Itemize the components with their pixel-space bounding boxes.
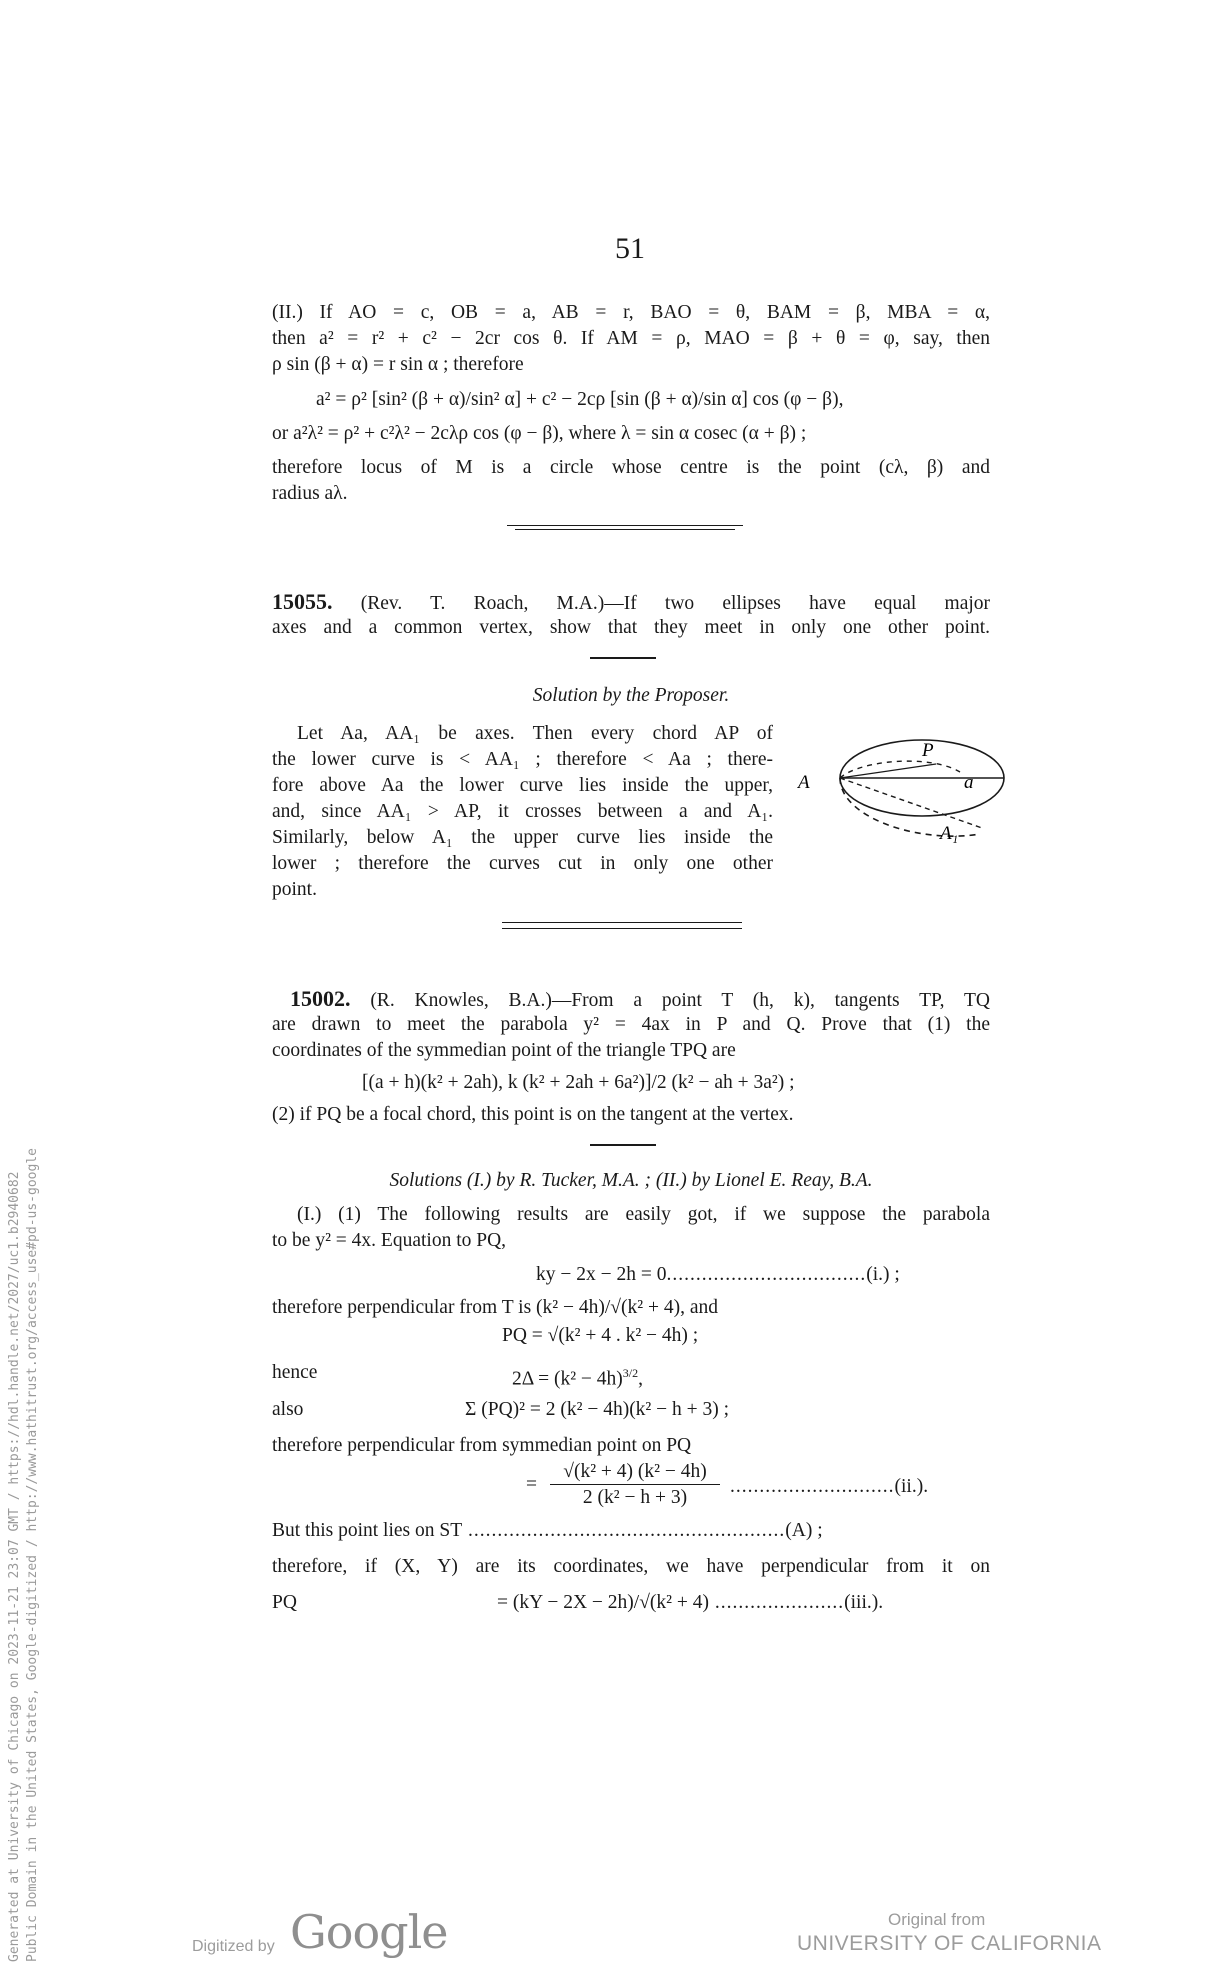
equation-iii-tag: (iii.). xyxy=(844,1592,884,1613)
question-15002-line-3: coordinates of the symmedian point of the triangle TPQ are xyxy=(272,1040,736,1061)
question-15002-text: (R. Knowles, B.A.)—From a point T (h, k), tangents TP, TQ xyxy=(370,990,991,1011)
digitized-by-text: Digitized by xyxy=(192,1938,275,1955)
hence-expression-base: 2Δ = (k² − 4h) xyxy=(512,1368,623,1390)
solution-line-3: fore above Aa the lower curve lies inside the upper, xyxy=(272,775,773,796)
section-ii-line-7: radius aλ. xyxy=(272,483,348,504)
pq-label: PQ xyxy=(272,1592,297,1613)
hence-expression: $2\Delta = (k^2 - 4h)^{3/2}$, xyxy=(512,1366,644,1390)
short-divider xyxy=(590,1144,656,1146)
original-from-text: Original from xyxy=(888,1910,986,1929)
lower-ellipse xyxy=(840,778,980,836)
solution-line-7: point. xyxy=(272,879,317,900)
hence-expression-exponent: 3/2 xyxy=(622,1366,639,1380)
st-tag: (A) ; xyxy=(785,1520,823,1541)
section-divider-lower xyxy=(515,529,735,530)
equation-i-expr: ky − 2x − 2h = 0 xyxy=(536,1264,667,1285)
perpendicular-from-symmedian: therefore perpendicular from symmedian point on PQ xyxy=(272,1435,692,1456)
question-15002-line-2: are drawn to meet the parabola y² = 4ax in P and Q. Prove that (1) the xyxy=(272,1014,990,1035)
solution-heading: Solution by the Proposer. xyxy=(532,685,730,706)
section-ii-line-2: then a² = r² + c² − 2cr cos θ. If AM = ρ, MAO = β + θ = φ, say, then xyxy=(272,328,990,349)
equation-iii-expr: = (kY − 2X − 2h)/√(k² + 4) xyxy=(497,1592,709,1613)
coordinates-line: therefore, if (X, Y) are its coordinates, we have perpendicular from it on xyxy=(272,1556,990,1577)
margin-watermark xyxy=(6,1148,42,1962)
label-A1: A₁ xyxy=(940,823,959,844)
question-number: 15055. xyxy=(272,589,333,614)
double-divider-bottom xyxy=(502,928,742,929)
margin-line-1: Generated at University of Chicago on 2023-11-21 23:07 GMT / https://hdl.handle.net/2027/uc1.b2940682 xyxy=(7,1171,22,1962)
solution-line-2: the lower curve is < AA₁ ; therefore < Aa ; there- xyxy=(272,749,773,770)
ellipses-figure xyxy=(800,726,1000,866)
question-15055-text: (Rev. T. Roach, M.A.)—If two ellipses have equal major xyxy=(360,593,991,614)
question-15002-line-5: (2) if PQ be a focal chord, this point is on the tangent at the vertex. xyxy=(272,1104,794,1125)
pq-length: PQ = √(k² + 4 . k² − 4h) ; xyxy=(502,1325,699,1346)
st-text: But this point lies on ST xyxy=(272,1520,463,1541)
chord-AP xyxy=(840,764,936,778)
hence-label: hence xyxy=(272,1362,318,1383)
question-15055-line-2: axes and a common vertex, show that they meet in only one other point. xyxy=(272,617,990,638)
solution-line-1: Let Aa, AA₁ be axes. Then every chord AP of xyxy=(297,723,773,744)
page-number: 51 xyxy=(615,232,645,265)
solutions-heading: Solutions (I.) by R. Tucker, M.A. ; (II.) by Lionel E. Reay, B.A. xyxy=(389,1170,873,1191)
body-line-1: (I.) (1) The following results are easily got, if we suppose the parabola xyxy=(297,1204,990,1225)
equation-i: ky − 2x − 2h = 0..................................(i.) ; xyxy=(536,1264,900,1285)
perpendicular-from-T: therefore perpendicular from T is (k² − 4h)/√(k² + 4), and xyxy=(272,1297,718,1318)
equation-ii: ............................(ii.). xyxy=(730,1476,929,1497)
section-ii-line-6: therefore locus of M is a circle whose centre is the point (cλ, β) and xyxy=(272,457,990,478)
symmedian-coordinates: [(a + h)(k² + 2ah), k (k² + 2ah + 6a²)]/2 (k² − ah + 3a²) ; xyxy=(362,1072,795,1093)
double-divider-top xyxy=(502,922,742,923)
short-divider xyxy=(590,657,656,659)
solution-line-5: Similarly, below A₁ the upper curve lies inside the xyxy=(272,827,773,848)
section-ii-equation-1: a² = ρ² [sin² (β + α)/sin² α] + c² − 2cρ [sin (β + α)/sin α] cos (φ − β), xyxy=(316,389,844,410)
section-ii-line-3: ρ sin (β + α) = r sin α ; therefore xyxy=(272,354,524,375)
label-A: A xyxy=(798,772,810,793)
fraction-denominator: 2 (k² − h + 3) xyxy=(582,1487,688,1508)
google-logo: Google xyxy=(290,1905,448,1959)
fraction-numerator: √(k² + 4) (k² − 4h) xyxy=(550,1460,720,1485)
equation-iii: = (kY − 2X − 2h)/√(k² + 4) ......................(iii.). xyxy=(497,1592,884,1613)
st-line: But this point lies on ST ......................................................(A) ; xyxy=(272,1520,823,1541)
also-expression: Σ (PQ)² = 2 (k² − 4h)(k² − h + 3) ; xyxy=(465,1399,730,1420)
solution-line-6: lower ; therefore the curves cut in only one other xyxy=(272,853,773,874)
equation-i-tag: (i.) ; xyxy=(866,1264,900,1285)
question-15002-line-1 xyxy=(290,986,990,1014)
also-label: also xyxy=(272,1399,304,1420)
section-ii-line-1: (II.) If AO = c, OB = a, AB = r, BAO = θ, BAM = β, MBA = α, xyxy=(272,302,990,323)
section-divider xyxy=(507,525,743,526)
body-line-2: to be y² = 4x. Equation to PQ, xyxy=(272,1230,507,1251)
solution-line-4: and, since AA₁ > AP, it crosses between a and A₁. xyxy=(272,801,773,822)
question-15055-line-1 xyxy=(272,589,990,617)
label-a: a xyxy=(964,772,974,793)
margin-line-2: Public Domain in the United States, Google-digitized / http://www.hathitrust.org/access_use#pd-us-google xyxy=(25,1148,40,1962)
label-P: P xyxy=(922,740,934,761)
university-text: UNIVERSITY OF CALIFORNIA xyxy=(797,1932,1102,1955)
equation-ii-tag: (ii.). xyxy=(894,1476,929,1497)
question-number: 15002. xyxy=(290,986,351,1011)
section-ii-equation-2: or a²λ² = ρ² + c²λ² − 2cλρ cos (φ − β), where λ = sin α cosec (α + β) ; xyxy=(272,423,807,444)
